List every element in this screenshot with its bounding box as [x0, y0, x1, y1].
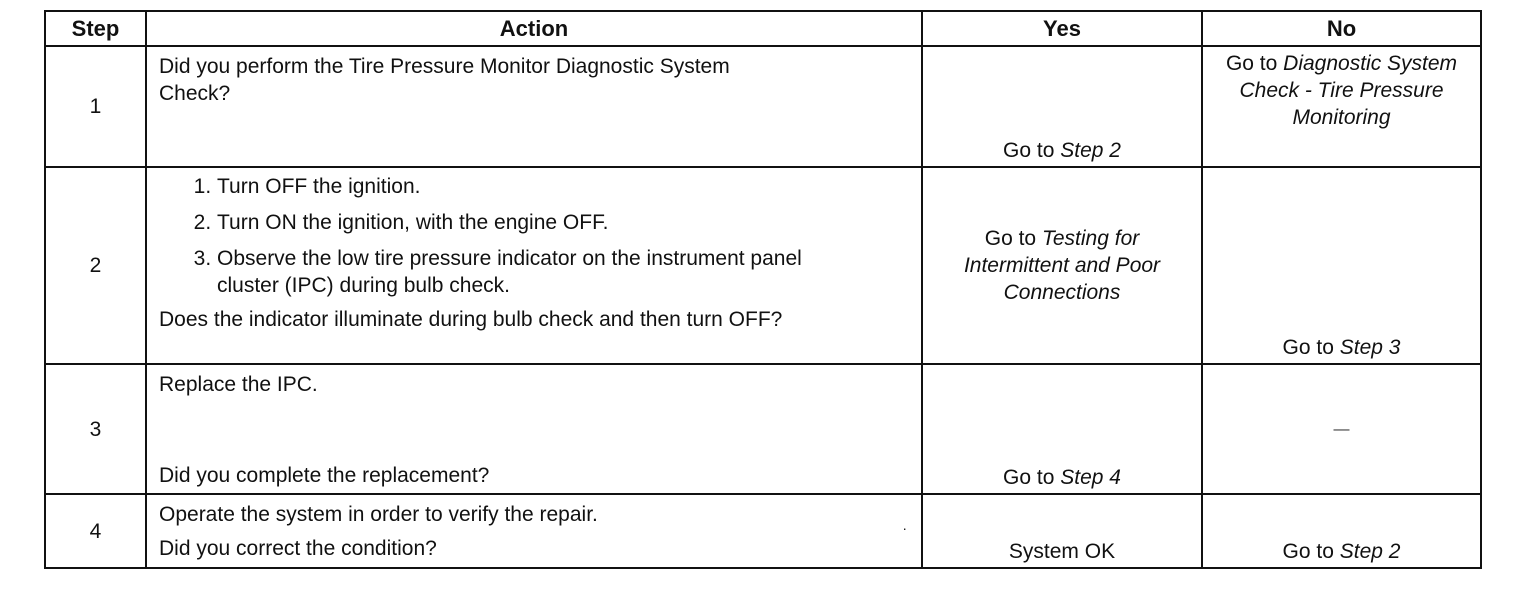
action-content	[147, 168, 921, 333]
yes-answer	[923, 137, 1201, 166]
no-link[interactable]: Step 3	[1339, 336, 1401, 359]
action-content	[147, 495, 921, 562]
step-number: 3	[45, 364, 146, 494]
yes-cell	[922, 167, 1202, 364]
table-row	[45, 364, 1481, 494]
diagnostic-table	[44, 10, 1482, 569]
no-answer	[1203, 538, 1480, 567]
no-link[interactable]: Diagnostic System Check - Tire Pressure Monitoring	[1239, 52, 1458, 129]
stray-mark: ·	[902, 520, 907, 536]
no-link[interactable]: Step 2	[1339, 540, 1401, 563]
action-cell	[146, 494, 922, 568]
list-item: 1. Turn OFF the ignition.	[217, 173, 859, 200]
step-number: 2	[45, 167, 146, 364]
table-row	[45, 167, 1481, 364]
yes-cell	[922, 46, 1202, 167]
action-cell	[146, 46, 922, 167]
no-prefix: Go to	[1282, 540, 1334, 563]
no-cell	[1202, 46, 1481, 167]
list-item: 2. Turn ON the ignition, with the engine OFF.	[217, 209, 859, 236]
yes-link[interactable]: Step 4	[1060, 466, 1121, 489]
no-cell	[1202, 167, 1481, 364]
no-cell	[1202, 364, 1481, 494]
action-cell	[146, 167, 922, 364]
yes-prefix: Go to	[1003, 466, 1055, 489]
header-no: No	[1202, 11, 1481, 46]
no-prefix: Go to	[1282, 336, 1334, 359]
question-text: Does the indicator illuminate during bulb check and then turn OFF?	[159, 308, 783, 331]
action-text: Replace the IPC.	[159, 373, 318, 396]
table-row	[45, 46, 1481, 167]
table-row	[45, 494, 1481, 568]
substep-list	[159, 173, 909, 299]
yes-prefix: Go to	[984, 227, 1037, 250]
action-content	[147, 365, 921, 491]
action-cell	[146, 364, 922, 494]
yes-answer	[923, 225, 1201, 306]
header-action: Action	[146, 11, 922, 46]
no-answer: —	[1333, 420, 1350, 438]
question-text: Did you complete the replacement?	[159, 464, 490, 487]
header-step: Step	[45, 11, 146, 46]
action-text: Operate the system in order to verify the repair.	[159, 503, 598, 526]
header-yes: Yes	[922, 11, 1202, 46]
no-cell	[1202, 494, 1481, 568]
yes-cell	[922, 364, 1202, 494]
action-text: Did you perform the Tire Pressure Monitor Diagnostic System Check?	[159, 55, 730, 105]
list-item: 3. Observe the low tire pressure indicator on the instrument panel cluster (IPC) during bulb check.	[217, 245, 859, 299]
yes-link[interactable]: Step 2	[1060, 139, 1121, 162]
yes-link[interactable]: Testing for Intermittent and Poor Connections	[963, 227, 1161, 304]
no-prefix: Go to	[1225, 52, 1278, 75]
step-number: 4	[45, 494, 146, 568]
yes-answer: System OK	[1008, 540, 1116, 563]
yes-cell	[922, 494, 1202, 568]
header-row	[45, 11, 1481, 46]
no-answer	[1203, 334, 1480, 363]
yes-answer	[923, 464, 1201, 493]
no-answer	[1203, 47, 1480, 131]
question-text: Did you correct the condition?	[159, 537, 437, 560]
yes-prefix: Go to	[1003, 139, 1055, 162]
step-number: 1	[45, 46, 146, 167]
